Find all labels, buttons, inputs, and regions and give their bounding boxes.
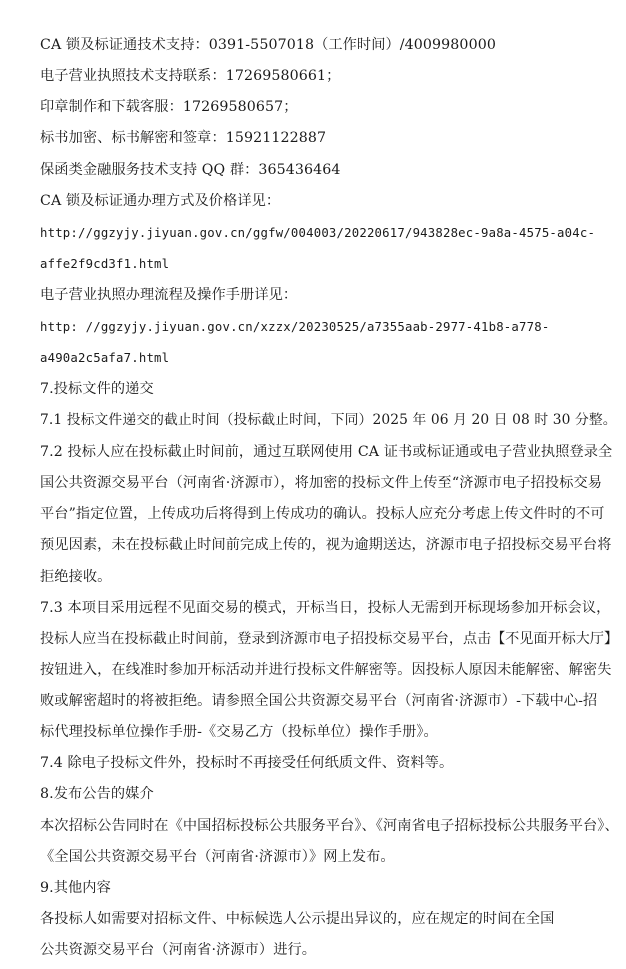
ca-lock-support: CA 锁及标证通技术支持：0391-5507018（工作时间）/4009980000 <box>40 37 496 53</box>
section-9-line: 各投标人如需要对招标文件、中标候选人公示提出异议的，应在规定的时间在全国 <box>40 911 555 927</box>
ca-details-url-line-1[interactable]: http://ggzyjy.jiyuan.gov.cn/ggfw/004003/20220617/943828ec-9a8a-4575-a04c- <box>40 226 596 240</box>
section-7-3-line: 标代理投标单位操作手册-《交易乙方（投标单位）操作手册》。 <box>40 724 438 740</box>
section-9-line: 公共资源交易平台（河南省·济源市）进行。 <box>40 942 317 958</box>
business-license-support: 电子营业执照技术支持联系：17269580661； <box>40 68 341 84</box>
section-7-3-line: 按钮进入，在线准时参加开标活动并进行投标文件解密等。因投标人原因未能解密、解密失 <box>40 662 612 678</box>
seal-support: 印章制作和下载客服：17269580657； <box>40 99 298 115</box>
section-7-4-paragraph: 7.4 除电子投标文件外，投标时不再接受任何纸质文件、资料等。 <box>40 755 454 771</box>
section-8-line: 《全国公共资源交易平台（河南省·济源市）》网上发布。 <box>40 849 395 865</box>
license-details-label: 电子营业执照办理流程及操作手册详见： <box>40 287 298 303</box>
section-7-2-line: 平台”指定位置，上传成功后将得到上传成功的确认。投标人应充分考虑上传文件时的不可 <box>40 506 605 522</box>
section-7-2-line: 拒绝接收。 <box>40 569 112 585</box>
section-9-heading: 9.其他内容 <box>40 880 111 896</box>
license-details-url-line-1[interactable]: http: //ggzyjy.jiyuan.gov.cn/xzzx/20230525/a7355aab-2977-41b8-a778- <box>40 320 550 334</box>
section-7-2-line: 预见因素，未在投标截止时间前完成上传的，视为逾期送达，济源市电子招投标交易平台将 <box>40 537 612 553</box>
guarantee-support: 保函类金融服务技术支持 QQ 群：365436464 <box>40 162 341 178</box>
license-details-url-line-2[interactable]: a490a2c5afa7.html <box>40 351 170 365</box>
section-7-2-line: 7.2 投标人应在投标截止时间前，通过互联网使用 CA 证书或标证通或电子营业执照登录全 <box>40 444 613 460</box>
section-7-2-line: 国公共资源交易平台（河南省·济源市），将加密的投标文件上传至“济源市电子招投标交易 <box>40 475 603 491</box>
encryption-support: 标书加密、标书解密和签章：15921122887 <box>40 130 327 146</box>
ca-details-label: CA 锁及标证通办理方式及价格详见： <box>40 193 281 209</box>
section-7-3-line: 7.3 本项目采用远程不见面交易的模式，开标当日，投标人无需到开标现场参加开标会议， <box>40 600 611 616</box>
section-8-line: 本次招标公告同时在《中国招标投标公共服务平台》、《河南省电子招标投标公共服务平台》、 <box>40 818 619 834</box>
section-7-1-paragraph: 7.1 投标文件递交的截止时间（投标截止时间，下同）2025 年 06 月 20 日 08 时 30 分整。 <box>40 412 617 428</box>
section-7-3-line: 投标人应当在投标截止时间前，登录到济源市电子招投标交易平台，点击【不见面开标大厅】 <box>40 631 619 647</box>
section-7-3-line: 败或解密超时的将被拒绝。请参照全国公共资源交易平台（河南省·济源市）-下载中心-招 <box>40 693 598 709</box>
ca-details-url-line-2[interactable]: affe2f9cd3f1.html <box>40 257 170 271</box>
section-8-heading: 8.发布公告的媒介 <box>40 786 154 802</box>
section-7-heading: 7.投标文件的递交 <box>40 381 154 397</box>
